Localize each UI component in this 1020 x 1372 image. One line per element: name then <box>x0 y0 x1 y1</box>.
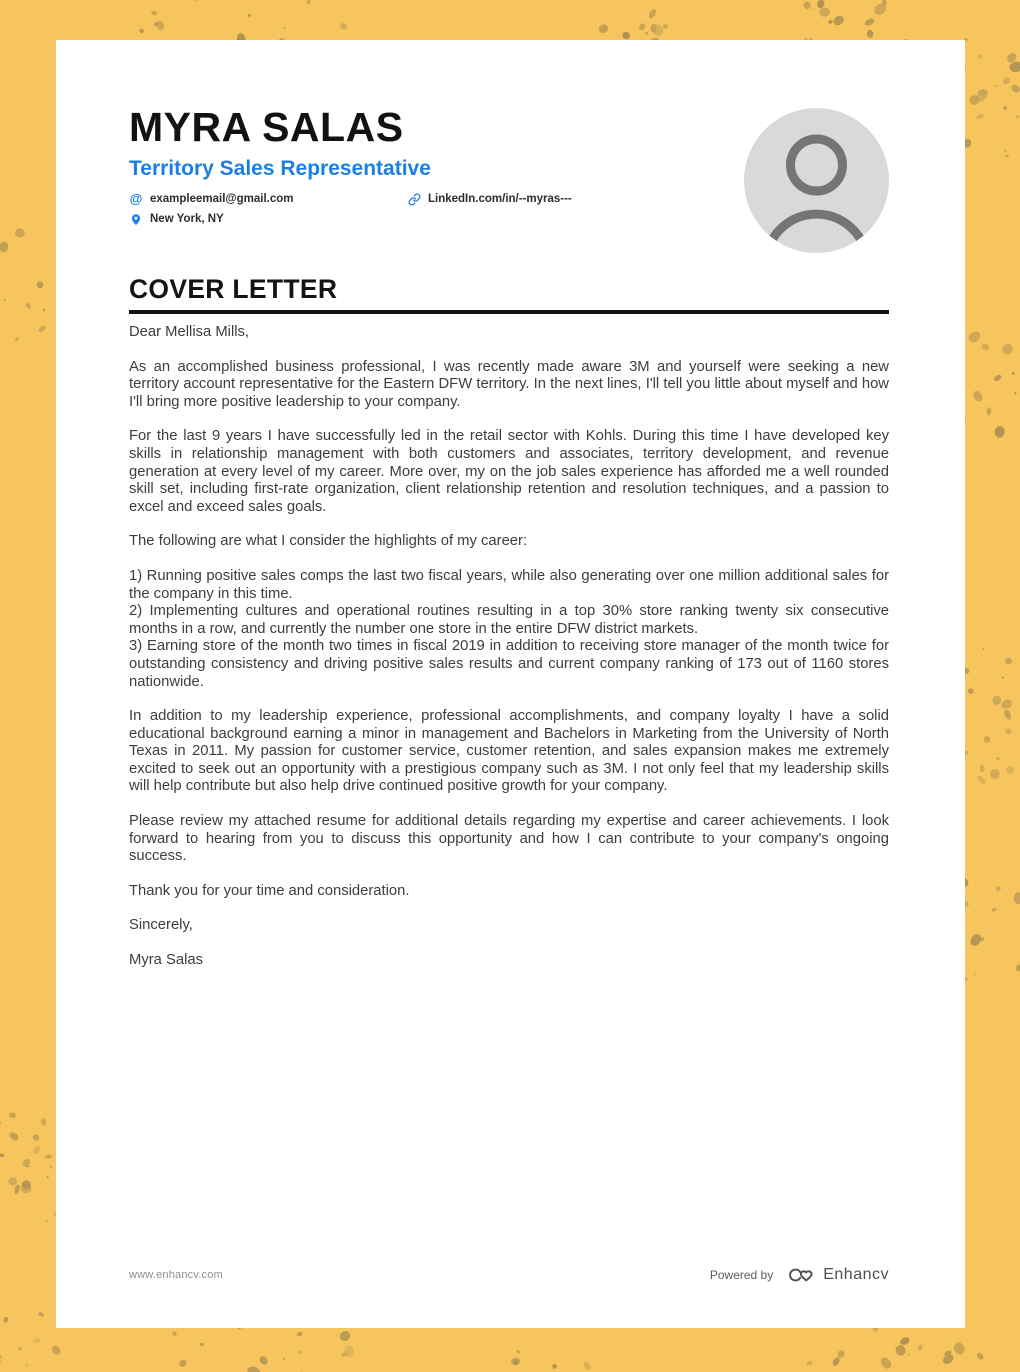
job-title: Territory Sales Representative <box>129 157 431 180</box>
person-name: MYRA SALAS <box>129 104 404 150</box>
header <box>129 104 889 253</box>
contact-list <box>129 192 572 226</box>
enhancv-logo-icon <box>785 1266 816 1284</box>
list-item: 1) Running positive sales comps the last two fiscal years, while also generating over one million additional sales for the company in this time. <box>129 567 889 602</box>
header-identity <box>129 104 572 226</box>
sign-off: Sincerely, <box>129 917 193 934</box>
location-pin-icon <box>129 212 143 226</box>
footer <box>129 1266 889 1284</box>
contact-email[interactable] <box>129 192 407 206</box>
link-icon <box>407 192 421 206</box>
avatar <box>744 108 889 253</box>
paragraph-thanks: Thank you for your time and consideration. <box>129 882 410 899</box>
greeting: Dear Mellisa Mills, <box>129 324 250 340</box>
contact-email-text: exampleemail@gmail.com <box>150 193 294 205</box>
paragraph-education: In addition to my leadership experience, professional accomplishments, and company loyalty I have a solid educational background earning a minor in management and Bachelors in Marketing from the University of North Texas in 2011. My passion for customer service, customer retention, and sales expansion makes me extremely excited to seek out an opportunity with a prestigious company such as 3M. I not only feel that my leadership skills will help contribute but also help drive continued positive growth for your company. <box>129 708 889 795</box>
person-silhouette-icon <box>744 108 889 253</box>
contact-location <box>129 212 407 226</box>
website-link[interactable]: www.enhancv.com <box>129 1269 223 1281</box>
contact-linkedin-text: LinkedIn.com/in/--myras--- <box>428 193 572 205</box>
brand-name: Enhancv <box>823 1266 889 1283</box>
cover-letter-page <box>56 40 965 1328</box>
at-icon: @ <box>129 191 143 206</box>
highlights-list <box>129 568 889 691</box>
paragraph-intro: As an accomplished business professional, I was recently made aware 3M and yourself were seeking a new territory account representative for the Eastern DFW territory. In the next lines, I'll tell you little about myself and how I'll bring more positive leadership to your company. <box>129 358 889 410</box>
signature: Myra Salas <box>129 952 204 969</box>
list-item: 3) Earning store of the month two times in fiscal 2019 in addition to receiving store manager of the month twice for outstanding consistency and driving positive sales results and current company ranking of 173 out of 1160 stores nationwide. <box>129 638 889 690</box>
letter-body <box>129 324 889 970</box>
section-title: COVER LETTER <box>129 275 889 314</box>
contact-location-text: New York, NY <box>150 213 224 225</box>
paragraph-highlights-lead: The following are what I consider the highlights of my career: <box>129 533 528 550</box>
powered-by-label: Powered by <box>709 1268 774 1282</box>
contact-linkedin[interactable] <box>407 192 572 206</box>
paragraph-experience: For the last 9 years I have successfully led in the retail sector with Kohls. During this time I have developed key skills in relationship management with both customers and associates, territory development, and revenue generation at every level of my career. More over, my on the job sales experience has afforded me a well rounded skill set, including first-rate organization, client relationship retention and resolution techniques, and a passion to excel and exceed sales goals. <box>129 428 889 515</box>
list-item: 2) Implementing cultures and operational routines resulting in a top 30% store ranking twenty six consecutive months in a row, and currently the number one store in the entire DFW district markets. <box>129 603 889 637</box>
powered-by <box>710 1266 889 1284</box>
paragraph-resume: Please review my attached resume for additional details regarding my expertise and career achievements. I look forward to hearing from you to discuss this opportunity and how I can contribute to your company's ongoing success. <box>129 813 889 865</box>
